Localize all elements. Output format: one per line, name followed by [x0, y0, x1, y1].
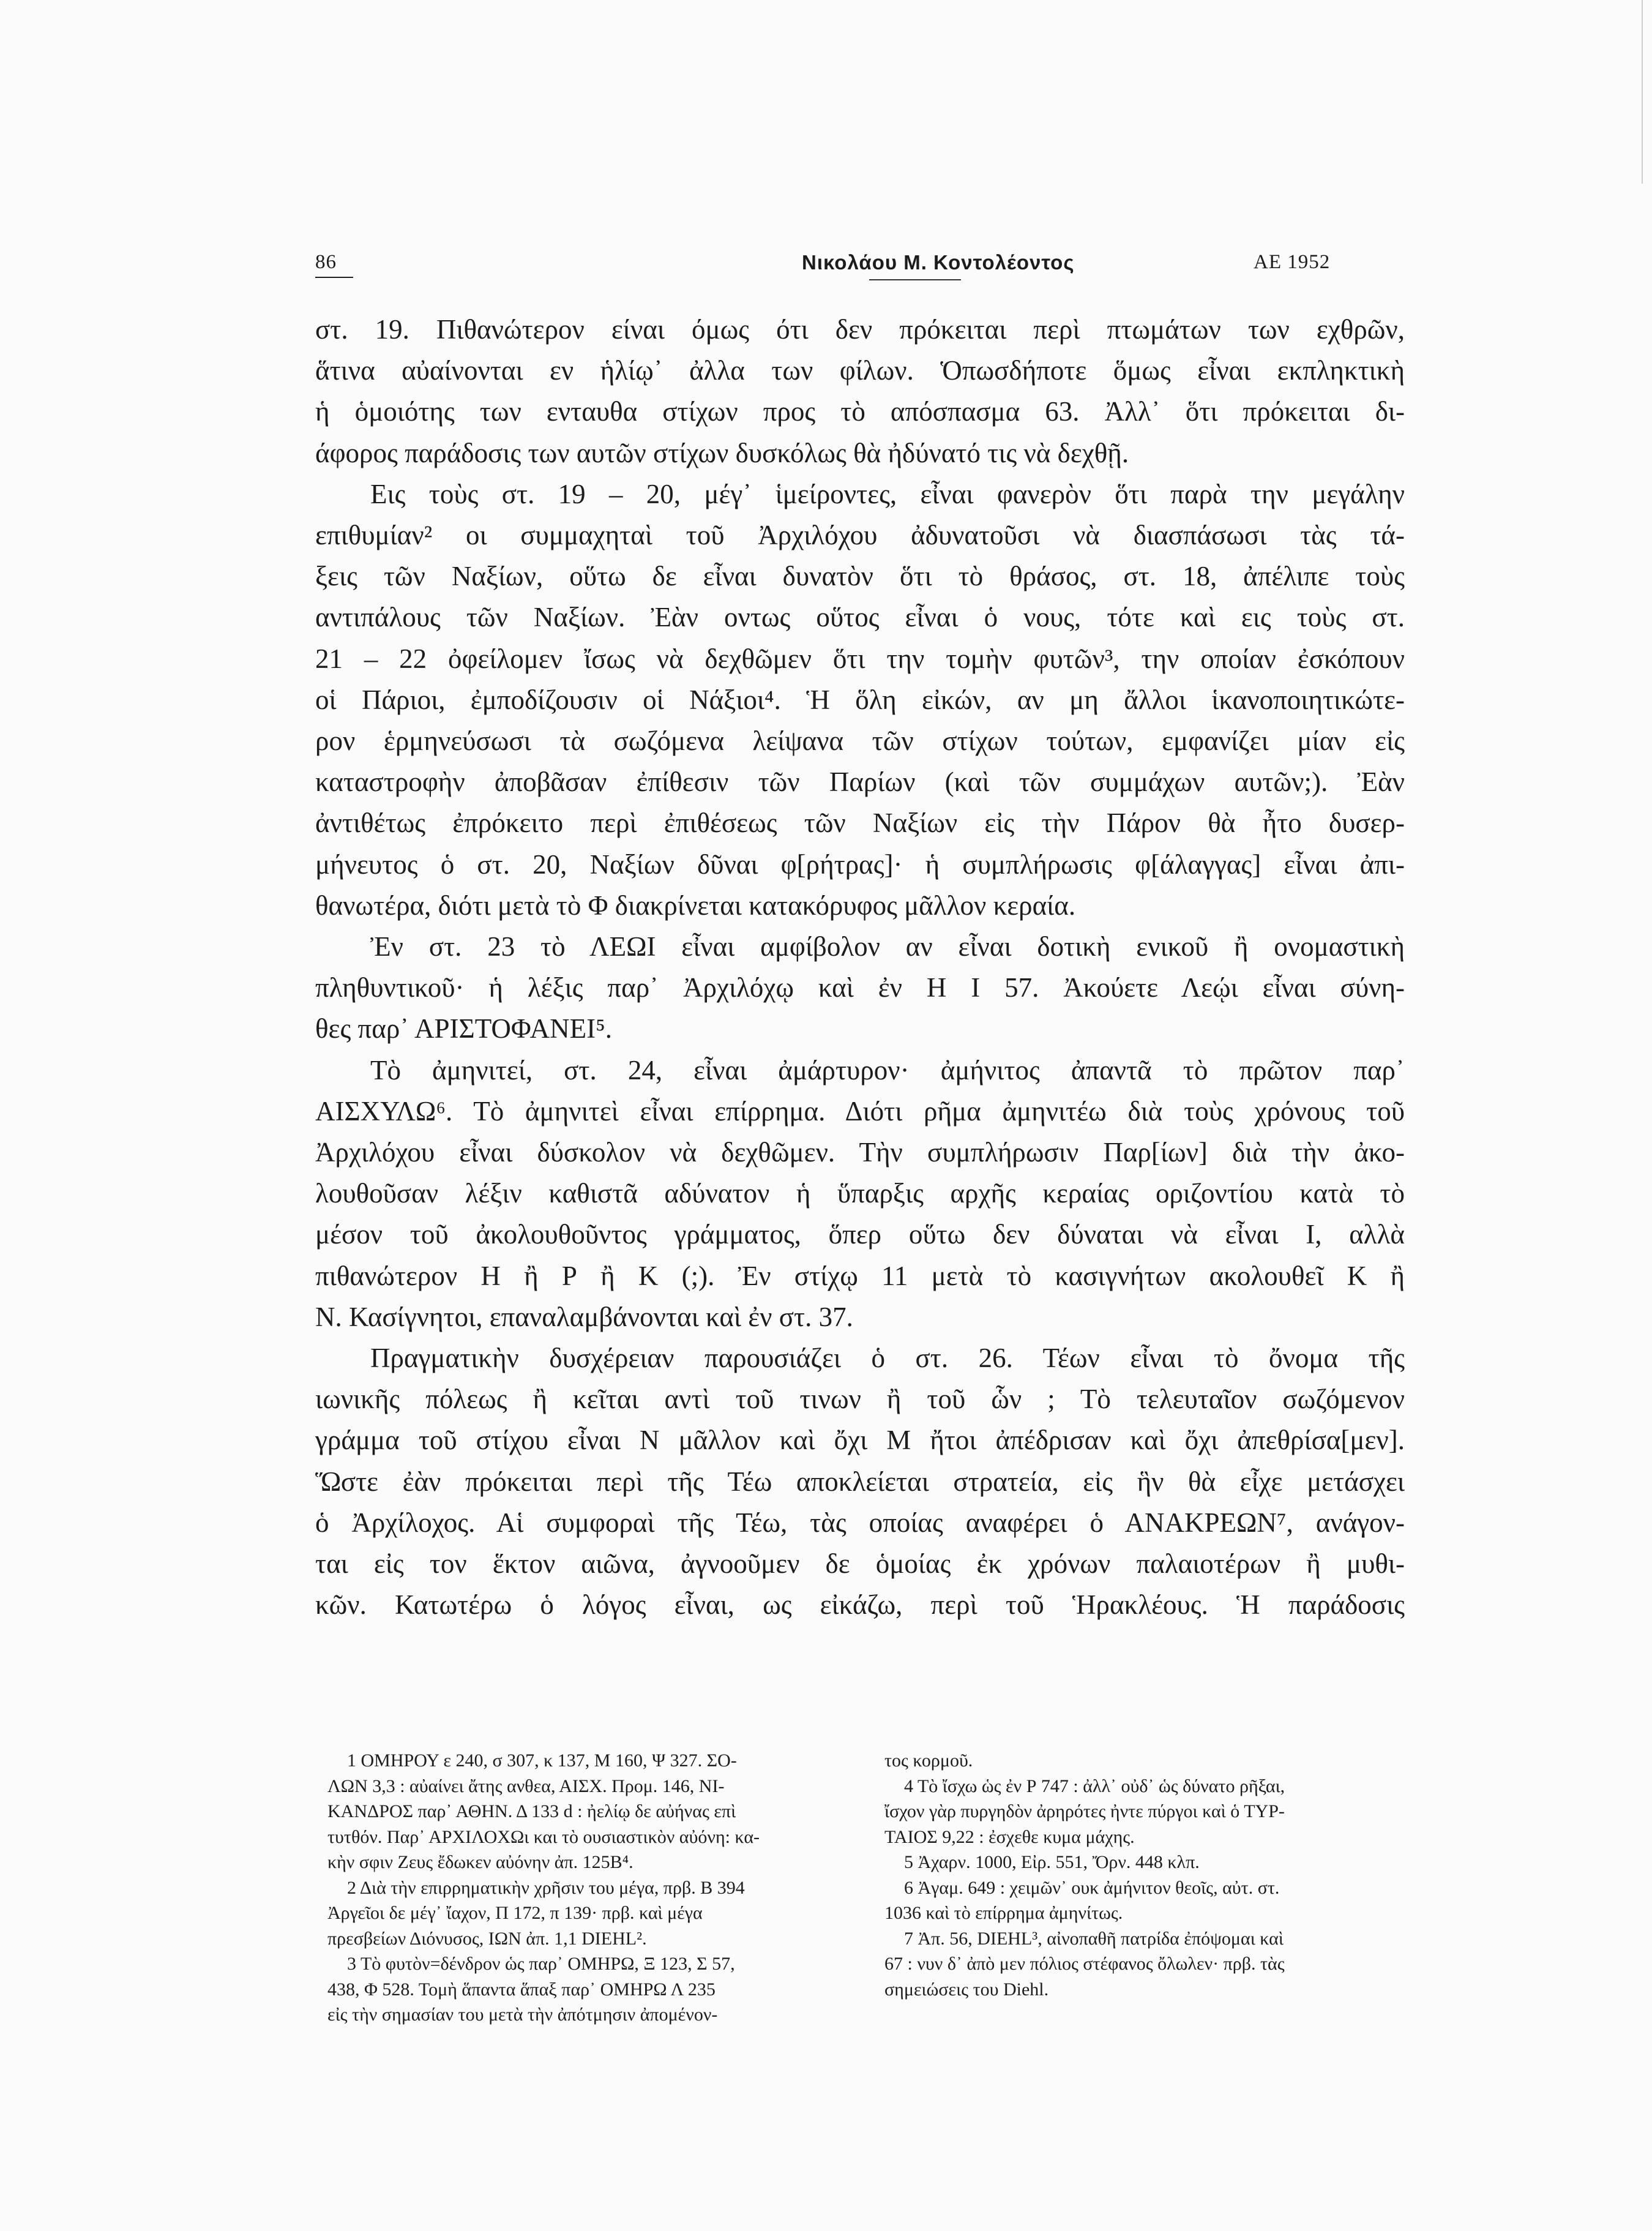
running-head-author: Νικολάου Μ. Κοντολέοντος [802, 251, 1075, 274]
footnote-line: σημειώσεις του Diehl. [884, 1979, 1049, 2000]
footnote-line: τος κορμοῦ. [884, 1750, 973, 1771]
text-line: θες παρ᾽ ΑΡΙΣΤΟΦΑΝΕΙ⁵. [315, 1013, 613, 1044]
text-line: Ὥστε ἐὰν πρόκειται περὶ τῆς Τέω αποκλείεται στρατεία, εἰς ἣν θὰ εἶχε μετάσχει [315, 1466, 1405, 1497]
scan-edge-mark [1642, 0, 1643, 184]
footnote-line: εἰς τὴν σημασίαν του μετὰ τὴν ἀπότμησιν ἀπομένον- [327, 2004, 718, 2025]
footnote-line: ΤΑΙΟΣ 9,22 : ἐσχεθε κυμα μάχης. [884, 1826, 1135, 1847]
footnote-line: 67 : νυν δ᾽ ἀπὸ μεν πόλιος στέφανος ὄλωλεν· πρβ. τὰς [884, 1954, 1285, 1974]
footnote-line: 3 Τὸ φυτὸν=δένδρον ὡς παρ᾽ ΟΜΗΡΩ, Ξ 123, Σ 57, [347, 1954, 735, 1974]
page-number-underline [315, 277, 353, 278]
text-line: ὁ Ἀρχίλοχος. Αἱ συμφοραὶ τῆς Τέω, τὰς οποίας αναφέρει ὁ ΑΝΑΚΡΕΩΝ⁷, ανάγον- [315, 1507, 1405, 1538]
text-line: μέσον τοῦ ἀκολουθοῦντος γράμματος, ὅπερ οὕτω δεν δύναται νὰ εἶναι Ι, αλλὰ [315, 1219, 1405, 1250]
text-line: 21 – 22 ὀφείλομεν ἴσως νὰ δεχθῶμεν ὅτι την τομὴν φυτῶν³, την οποίαν ἐσκόπουν [315, 643, 1405, 674]
text-line: ἀντιθέτως ἐπρόκειτο περὶ ἐπιθέσεως τῶν Ναξίων εἰς τὴν Πάρον θὰ ἦτο δυσερ- [315, 808, 1405, 839]
footnote-line: ΚΑΝΔΡΟΣ παρ᾽ ΑΘΗΝ. Δ 133 d : ἠελίῳ δε αὐήνας επὶ [327, 1801, 736, 1821]
text-line: πιθανώτερον Η ἢ Ρ ἢ Κ (;). Ἐν στίχῳ 11 μετὰ τὸ κασιγνήτων ακολουθεῖ Κ ἢ [315, 1260, 1405, 1291]
text-line: θανωτέρα, διότι μετὰ τὸ Φ διακρίνεται κατακόρυφος μᾶλλον κεραία. [315, 890, 1076, 921]
main-text [315, 309, 1405, 1626]
footnote-line: 4 Τὸ ἴσχω ὡς ἐν Ρ 747 : ἀλλ᾽ οὐδ᾽ ὡς δύνατο ρῆξαι, [904, 1775, 1285, 1796]
text-line: Εις τοὺς στ. 19 – 20, μέγ᾽ ἱμείροντες, εἶναι φανερὸν ὅτι παρὰ την μεγάλην [370, 478, 1405, 509]
text-line: αντιπάλους τῶν Ναξίων. Ἐὰν οντως οὕτος εἶναι ὁ νους, τότε καὶ εις τοὺς στ. [315, 602, 1405, 633]
text-line: στ. 19. Πιθανώτερον είναι όμως ότι δεν πρόκειται περὶ πτωμάτων των εχθρῶν, [315, 314, 1405, 345]
running-head-journal: ΑΕ 1952 [1254, 251, 1331, 273]
text-line: λουθοῦσαν λέξιν καθιστᾶ αδύνατον ἡ ὕπαρξις αρχῆς κεραίας οριζοντίου κατὰ τὸ [315, 1178, 1405, 1209]
footnote-line: κὴν σφιν Ζευς ἔδωκεν αὐόνην ἀπ. 125Β⁴. [327, 1852, 634, 1872]
text-line: κῶν. Κατωτέρω ὁ λόγος εἶναι, ως εἰκάζω, περὶ τοῦ Ἡρακλέους. Ἡ παράδοσις [315, 1589, 1405, 1621]
text-line: Ἐν στ. 23 τὸ ΛΕΩΙ εἶναι αμφίβολον αν εἶναι δοτικὴ ενικοῦ ἢ ονομαστικὴ [370, 931, 1405, 962]
footnote-line: 2 Διὰ τὴν επιρρηματικὴν χρῆσιν του μέγα, πρβ. Β 394 [347, 1877, 745, 1898]
footnote-line: 1036 καὶ τὸ επίρρημα ἀμηνίτως. [884, 1903, 1123, 1923]
text-line: ἅτινα αὐαίνονται εν ἡλίῳ᾽ ἀλλα των φίλων. Ὁπωσδήποτε ὅμως εἶναι εκπληκτικὴ [315, 355, 1405, 386]
text-line: ξεις τῶν Ναξίων, οὕτω δε εἶναι δυνατὸν ὅτι τὸ θράσος, στ. 18, ἀπέλιπε τοὺς [315, 561, 1405, 592]
text-line: Ν. Κασίγνητοι, επαναλαμβάνονται καὶ ἐν στ. 37. [315, 1301, 853, 1332]
text-line: γράμμα τοῦ στίχου εἶναι Ν μᾶλλον καὶ ὄχι Μ ἤτοι ἀπέδρισαν καὶ ὄχι ἀπεθρίσα[μεν]. [315, 1425, 1405, 1456]
text-line: επιθυμίαν² οι συμμαχηταὶ τοῦ Ἀρχιλόχου ἀδυνατοῦσι νὰ διασπάσωσι τὰς τά- [315, 520, 1405, 551]
text-line: ιωνικῆς πόλεως ἢ κεῖται αντὶ τοῦ τινων ἢ τοῦ ὧν ; Τὸ τελευταῖον σωζόμενον [315, 1384, 1405, 1415]
text-line: Τὸ ἀμηνιτεί, στ. 24, εἶναι ἀμάρτυρον· ἀμήνιτος ἀπαντᾶ τὸ πρῶτον παρ᾽ [370, 1054, 1405, 1086]
footnotes-right-column [884, 1748, 1466, 2002]
footnote-line: πρεσβείων Διόνυσος, ΙΩΝ ἀπ. 1,1 DIEHL². [327, 1928, 647, 1949]
text-line: ΑΙΣΧΥΛΩ⁶. Τὸ ἀμηνιτεὶ εἶναι επίρρημα. Διότι ρῆμα ἀμηνιτέω διὰ τοὺς χρόνους τοῦ [315, 1095, 1405, 1127]
footnote-line: ΛΩΝ 3,3 : αὐαίνει ἄτης ανθεα, ΑΙΣΧ. Προμ. 146, ΝΙ- [327, 1775, 725, 1796]
text-line: ἡ ὁμοιότης των ενταυθα στίχων προς τὸ απόσπασμα 63. Ἀλλ᾽ ὅτι πρόκειται δι- [315, 396, 1405, 427]
footnote-line: Ἀργεῖοι δε μέγ᾽ ἴαχον, Π 172, π 139· πρβ. καὶ μέγα [327, 1903, 703, 1923]
text-line: Πραγματικὴν δυσχέρειαν παρουσιάζει ὁ στ. 26. Τέων εἶναι τὸ ὄνομα τῆς [370, 1343, 1405, 1374]
footnote-line: 438, Φ 528. Τομὴ ἅπαντα ἅπαξ παρ᾽ ΟΜΗΡΩ Λ 235 [327, 1979, 716, 2000]
footnotes-left-column [327, 1748, 866, 2028]
page-number: 86 [315, 251, 337, 273]
footnote-line: ἴσχον γὰρ πυργηδὸν ἀρηρότες ἠντε πύργοι καὶ ὁ ΤΥΡ- [884, 1801, 1285, 1821]
text-line: ρον ἑρμηνεύσωσι τὰ σωζόμενα λείψανα τῶν στίχων τούτων, εμφανίζει μίαν εἰς [315, 726, 1405, 757]
author-underline [869, 279, 961, 280]
text-line: καταστροφὴν ἀποβᾶσαν ἐπίθεσιν τῶν Παρίων (καὶ τῶν συμμάχων αυτῶν;). Ἐὰν [315, 767, 1405, 798]
text-line: οἱ Πάριοι, ἐμποδίζουσιν οἱ Νάξιοι⁴. Ἡ ὅλη εἰκών, αν μη ἄλλοι ἱκανοποιητικώτε- [315, 684, 1405, 715]
text-line: Ἀρχιλόχου εἶναι δύσκολον νὰ δεχθῶμεν. Τὴν συμπλήρωσιν Παρ[ίων] διὰ τὴν ἀκο- [315, 1137, 1405, 1168]
text-line: ται εἰς τον ἕκτον αιῶνα, ἀγνοοῦμεν δε ὁμοίας ἐκ χρόνων παλαιοτέρων ἢ μυθι- [315, 1548, 1405, 1580]
footnote-line: 6 Ἀγαμ. 649 : χειμῶν᾽ ουκ ἀμήνιτον θεοῖς, αὐτ. στ. [904, 1877, 1280, 1898]
text-line: μήνευτος ὁ στ. 20, Ναξίων δῦναι φ[ρήτρας]· ἡ συμπλήρωσις φ[άλαγγας] εἶναι ἀπι- [315, 849, 1405, 880]
footnote-line: τυτθόν. Παρ᾽ ΑΡΧΙΛΟΧΩι και τὸ ουσιαστικὸν αὐόνη: κα- [327, 1826, 760, 1847]
text-line: άφορος παράδοσις των αυτῶν στίχων δυσκόλως θὰ ἠδύνατό τις νὰ δεχθῇ. [315, 437, 1129, 468]
footnote-line: 1 ΟΜΗΡΟΥ ε 240, σ 307, κ 137, Μ 160, Ψ 327. ΣΟ- [347, 1750, 737, 1771]
footnote-line: 5 Ἀχαρν. 1000, Εἰρ. 551, Ὄρν. 448 κλπ. [904, 1852, 1200, 1872]
footnote-line: 7 Ἀπ. 56, DIEHL³, αἰνοπαθῆ πατρίδα ἐπόψομαι καὶ [904, 1928, 1284, 1949]
text-line: πληθυντικοῦ· ἡ λέξις παρ᾽ Ἀρχιλόχῳ καὶ ἐν Η Ι 57. Ἀκούετε Λεῴι εἶναι σύνη- [315, 972, 1405, 1003]
